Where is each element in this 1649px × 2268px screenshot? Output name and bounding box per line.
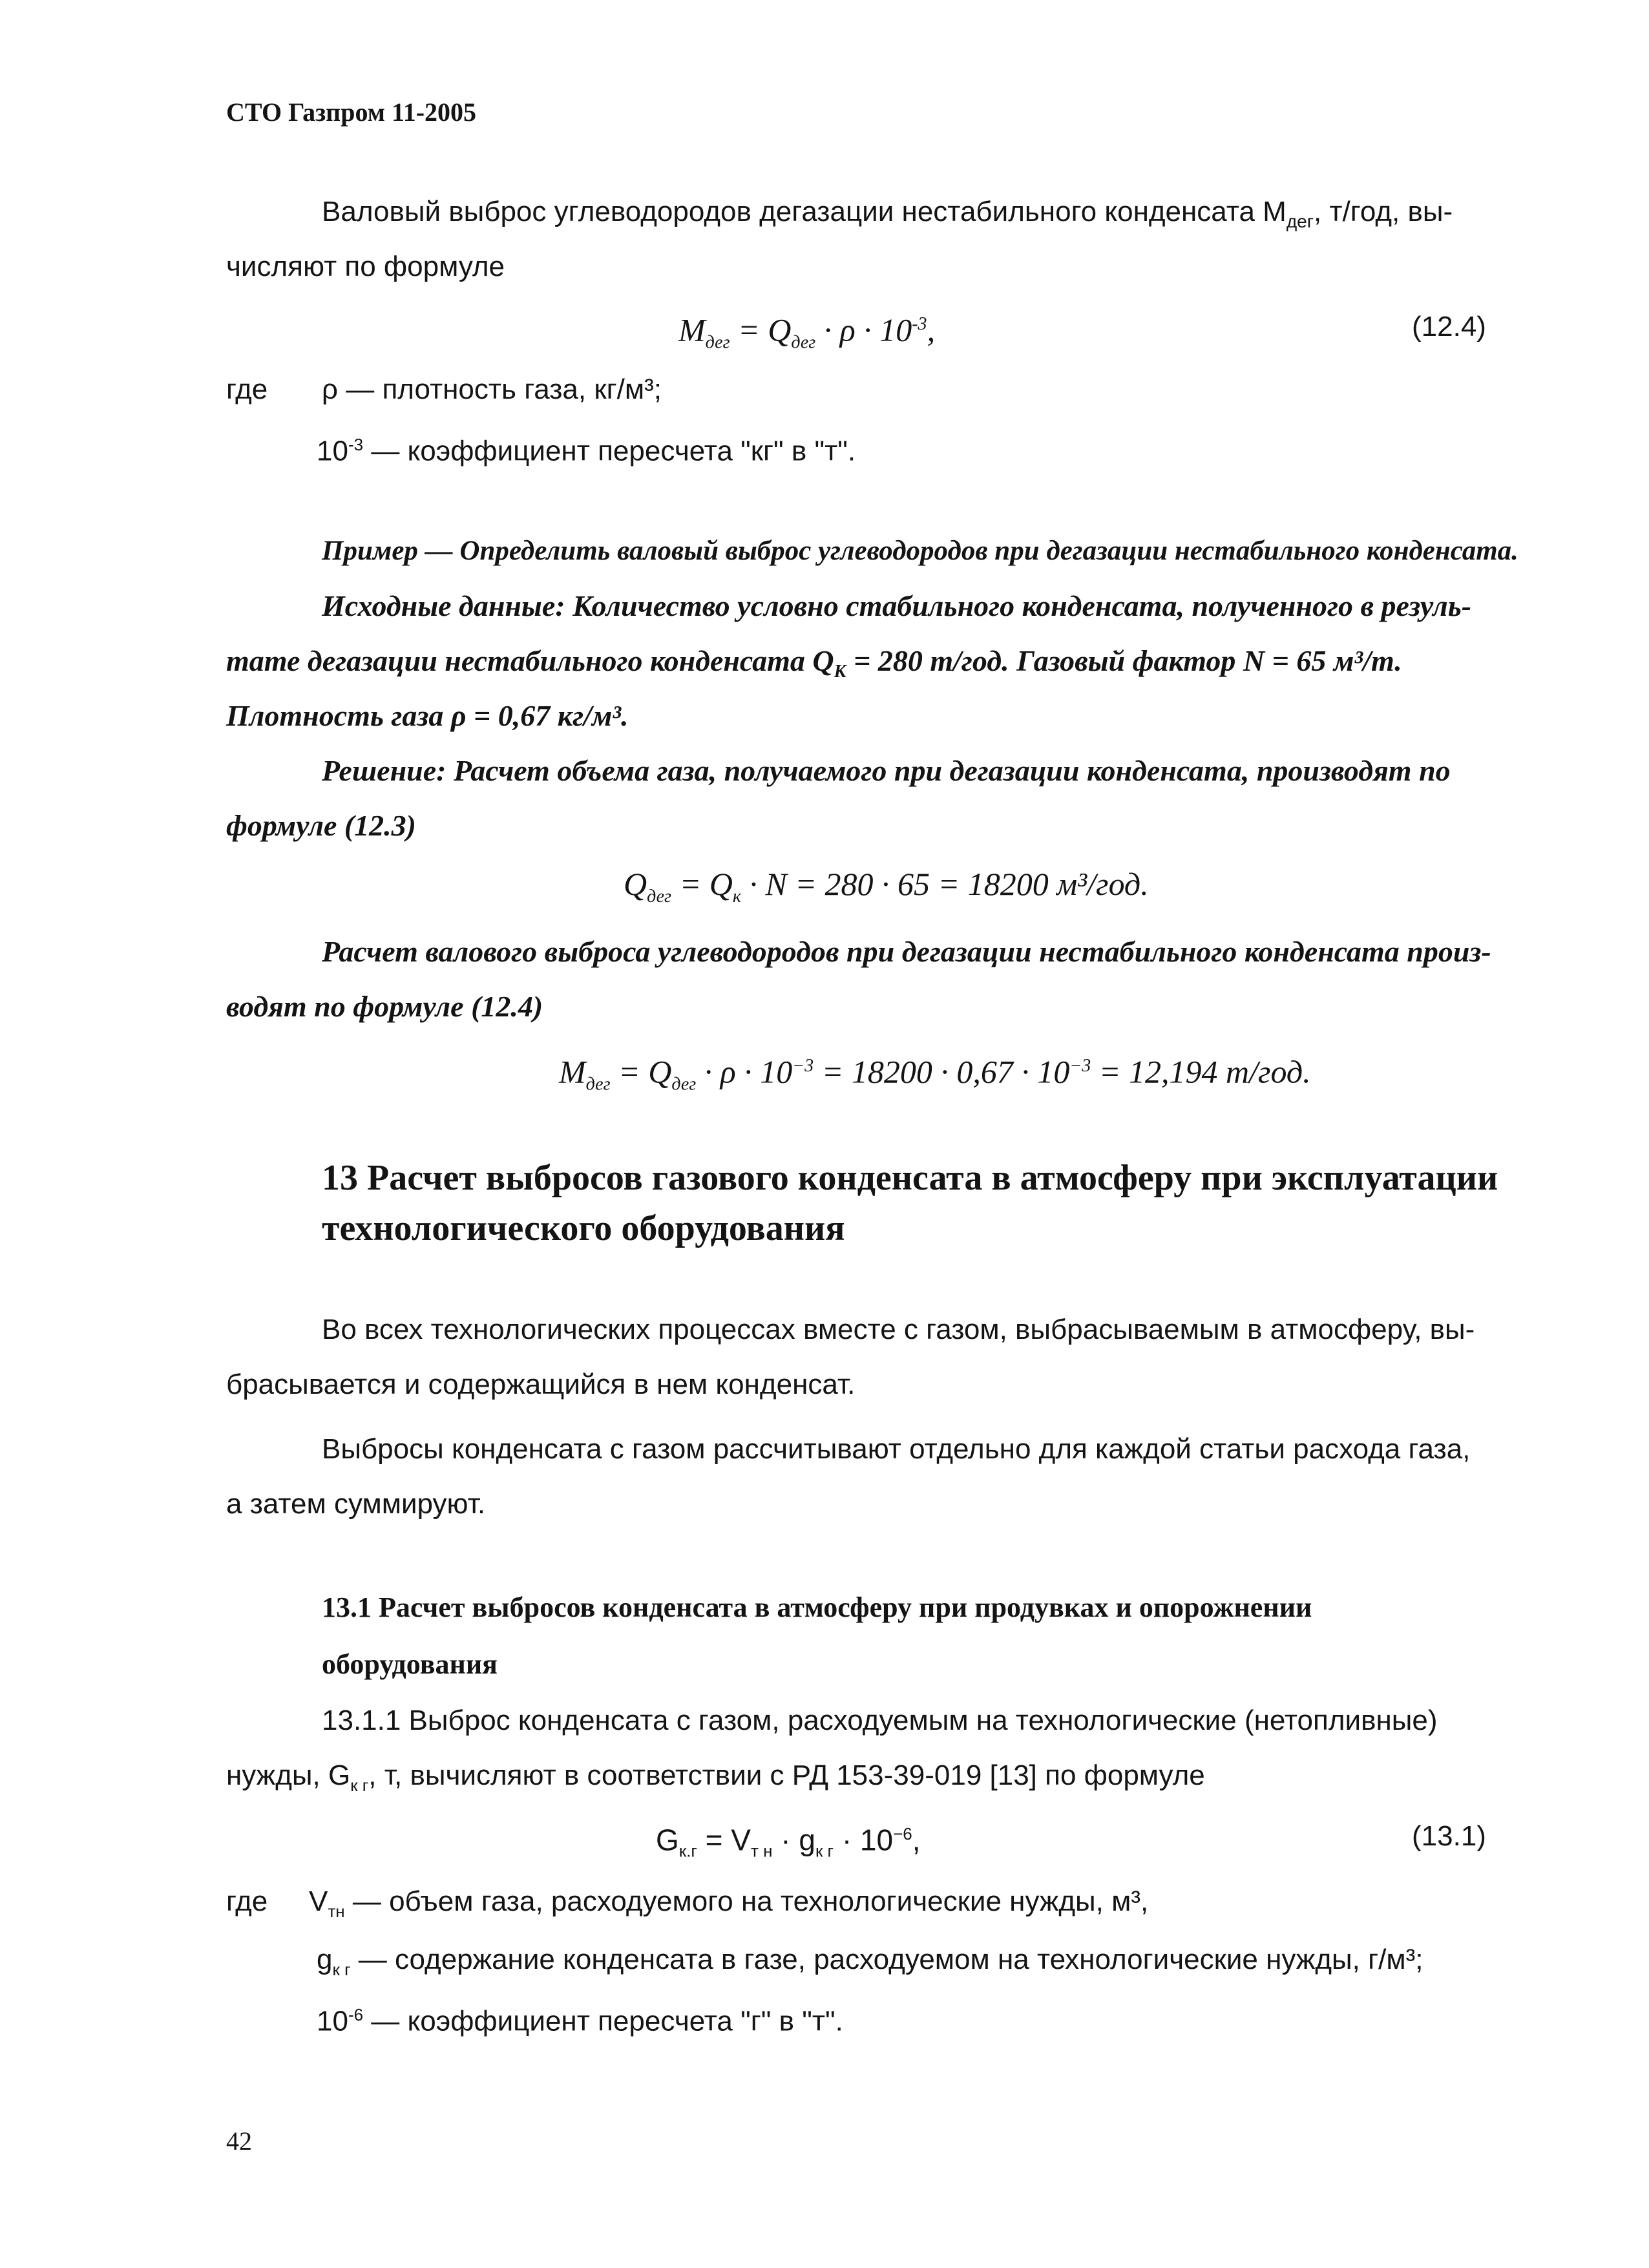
section-heading: 13 Расчет выбросов газового конденсата в атмосферу при эксплуатации [322, 1158, 1498, 1198]
example-title: Пример — Определить валовый выброс углеводородов при дегазации нестабильного конденсата. [322, 536, 1518, 566]
paragraph-line: Валовый выброс углеводородов дегазации нестабильного конденсата $М_{дег}$, т/год, вы- [322, 196, 1453, 231]
formula-example-2: $M_{дег} = Q_{дег} \cdot \rho \cdot 10^{-3} = 18200 \cdot 0,67 \cdot 10^{-3} = 12,194$ т/год. [559, 1053, 1311, 1095]
paragraph-line: числяют по формуле [226, 251, 505, 282]
paragraph-line: 13.1.1 Выброс конденсата с газом, расходуемым на технологические (нетопливные) [322, 1705, 1438, 1736]
paragraph-line: нужды, $G_{к г}$, т, вычисляют в соответствии с РД 153-39-019 [13] по формуле [226, 1759, 1205, 1795]
definition-line: $g_{к г}$ — содержание конденсата в газе, расходуемом на технологические нужды, г/м³; [317, 1944, 1423, 1979]
example-line: Расчет валового выброса углеводородов при дегазации нестабильного конденсата произ- [322, 935, 1491, 968]
paragraph-line: Выбросы конденсата с газом рассчитывают отдельно для каждой статьи расхода газа, [322, 1433, 1471, 1465]
definition-line: $10^{-6}$ — коэффициент пересчета "г" в "т". [317, 2005, 843, 2037]
where-label: где [226, 1885, 268, 1917]
subsection-heading: оборудования [322, 1648, 498, 1680]
paragraph-line: брасывается и содержащийся в нем конденсат. [226, 1369, 856, 1400]
document-id: СТО Газпром 11-2005 [226, 98, 477, 127]
definition-line: ρ — плотность газа, кг/м³; [322, 373, 662, 405]
definition-line: $10^{-3}$ — коэффициент пересчета "кг" в "т". [317, 435, 856, 467]
formula-12-4: $M_{дег} = Q_{дег} \cdot \rho \cdot 10^{-3}$, [678, 311, 936, 353]
paragraph-line: а затем суммируют. [226, 1488, 486, 1520]
example-line: тате дегазации нестабильного конденсата $Q_К = 280$ т/год. Газовый фактор N = 65 м³/т. [226, 644, 1402, 682]
formula-13-1: $G_{к.г} = V_{т н} \cdot g_{к г} \cdot 10^{-6}$, [656, 1823, 921, 1861]
formula-example-1: $Q_{дег} = Q_к \cdot N = 280 \cdot 65 = 18200$ м³/год. [624, 866, 1149, 907]
formula-number: (12.4) [1412, 311, 1486, 342]
subsection-heading: 13.1 Расчет выбросов конденсата в атмосферу при продувках и опорожнении [322, 1591, 1312, 1623]
example-line: формуле (12.3) [226, 809, 416, 842]
example-line: Решение: Расчет объема газа, получаемого при дегазации конденсата, производят по [322, 754, 1451, 787]
section-heading: технологического оборудования [322, 1208, 845, 1248]
example-line: водят по формуле (12.4) [226, 990, 543, 1023]
paragraph-line: Во всех технологических процессах вместе с газом, выбрасываемым в атмосферу, вы- [322, 1314, 1475, 1345]
page-number: 42 [226, 2126, 252, 2156]
definition-line: $V_{тн}$ — объем газа, расходуемого на технологические нужды, м³, [309, 1885, 1149, 1921]
formula-number: (13.1) [1412, 1820, 1486, 1852]
where-label: где [226, 373, 268, 405]
example-line: Исходные данные: Количество условно стабильного конденсата, полученного в резуль- [322, 589, 1472, 622]
example-line: Плотность газа ρ = 0,67 кг/м³. [226, 699, 629, 732]
